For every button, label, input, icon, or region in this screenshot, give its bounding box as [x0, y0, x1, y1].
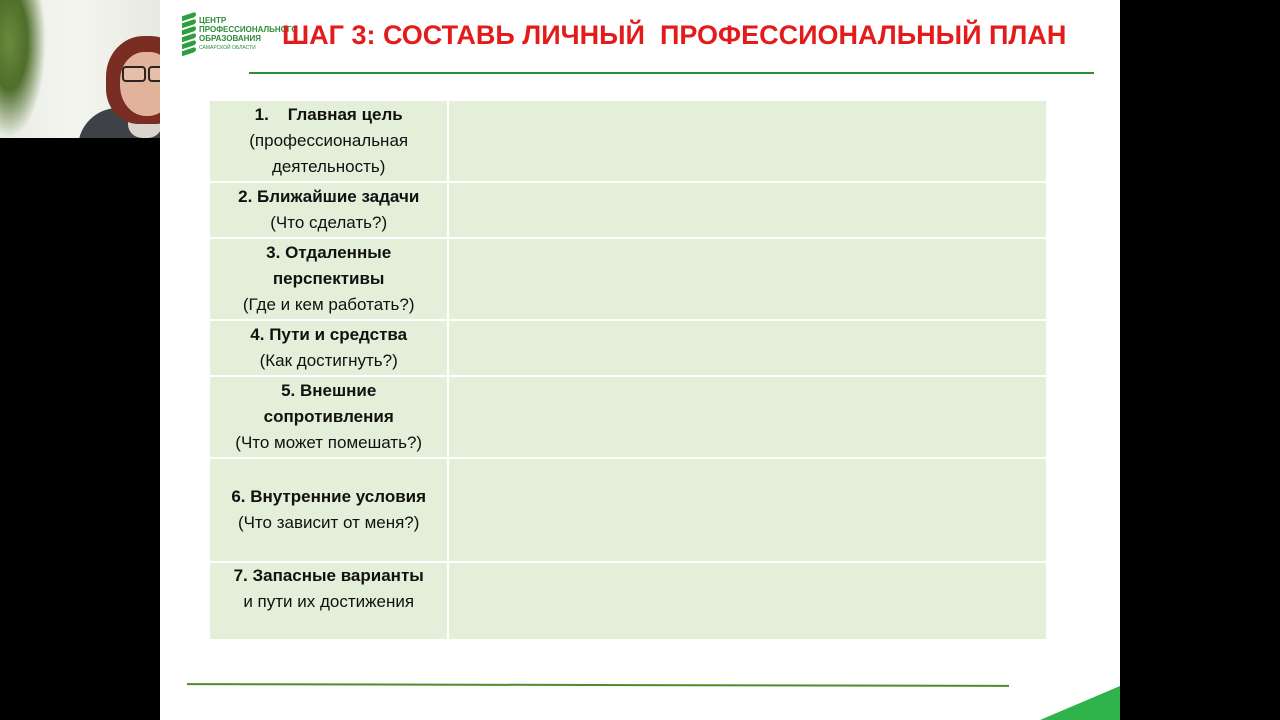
- row-value-cell[interactable]: [449, 321, 1046, 375]
- title-divider: [249, 72, 1094, 74]
- logo-text: ЦЕНТР ПРОФЕССИОНАЛЬНОГО ОБРАЗОВАНИЯ: [199, 16, 298, 43]
- row-label-bold: 7. Запасные варианты: [233, 566, 424, 585]
- leaf-icon: [182, 12, 198, 56]
- table-row: [210, 377, 1046, 457]
- row-label-normal: (Что может помешать?): [235, 433, 423, 452]
- row-label-normal: (профессиональная деятельность): [249, 131, 409, 176]
- row-label: [210, 563, 447, 639]
- row-value-cell[interactable]: [449, 377, 1046, 457]
- row-label: [210, 101, 447, 181]
- row-label: [210, 183, 447, 237]
- slide-title: ШАГ 3: СОСТАВЬ ЛИЧНЫЙ ПРОФЕССИОНАЛЬНЫЙ ПЛАН: [282, 20, 1067, 50]
- logo-subtext: САМАРСКОЙ ОБЛАСТИ: [199, 45, 256, 51]
- bottom-divider: [187, 683, 1009, 687]
- row-value-cell[interactable]: [449, 183, 1046, 237]
- row-value-cell[interactable]: [449, 239, 1046, 319]
- table-row: [210, 183, 1046, 237]
- row-label: [210, 321, 447, 375]
- row-label-bold: 1. Главная цель: [254, 105, 403, 124]
- table-row: [210, 459, 1046, 561]
- plan-table: [208, 99, 1048, 641]
- organization-logo: [182, 12, 298, 56]
- row-value-cell[interactable]: [449, 101, 1046, 181]
- row-label-bold: 5. Внешние сопротивления: [263, 381, 394, 426]
- row-label-normal: (Где и кем работать?): [242, 295, 415, 314]
- table-row: [210, 321, 1046, 375]
- corner-decoration: [1040, 686, 1120, 720]
- row-label: [210, 377, 447, 457]
- row-label: [210, 459, 447, 561]
- table-row: [210, 563, 1046, 639]
- plant: [0, 0, 46, 138]
- row-label-bold: 4. Пути и средства: [250, 325, 408, 344]
- row-label-normal: (Что сделать?): [270, 213, 388, 232]
- presentation-slide: [160, 0, 1120, 720]
- row-label-bold: 6. Внутренние условия: [231, 487, 427, 506]
- row-label-bold: 2. Ближайшие задачи: [238, 187, 420, 206]
- row-label-normal: и пути их достижения: [243, 592, 415, 611]
- webcam-overlay: [0, 0, 184, 138]
- row-value-cell[interactable]: [449, 459, 1046, 561]
- row-label: [210, 239, 447, 319]
- row-value-cell[interactable]: [449, 563, 1046, 639]
- row-label-bold: 3. Отдаленные перспективы: [266, 243, 392, 288]
- row-label-normal: (Как достигнуть?): [259, 351, 398, 370]
- table-row: [210, 101, 1046, 181]
- row-label-normal: (Что зависит от меня?): [237, 513, 420, 532]
- table-row: [210, 239, 1046, 319]
